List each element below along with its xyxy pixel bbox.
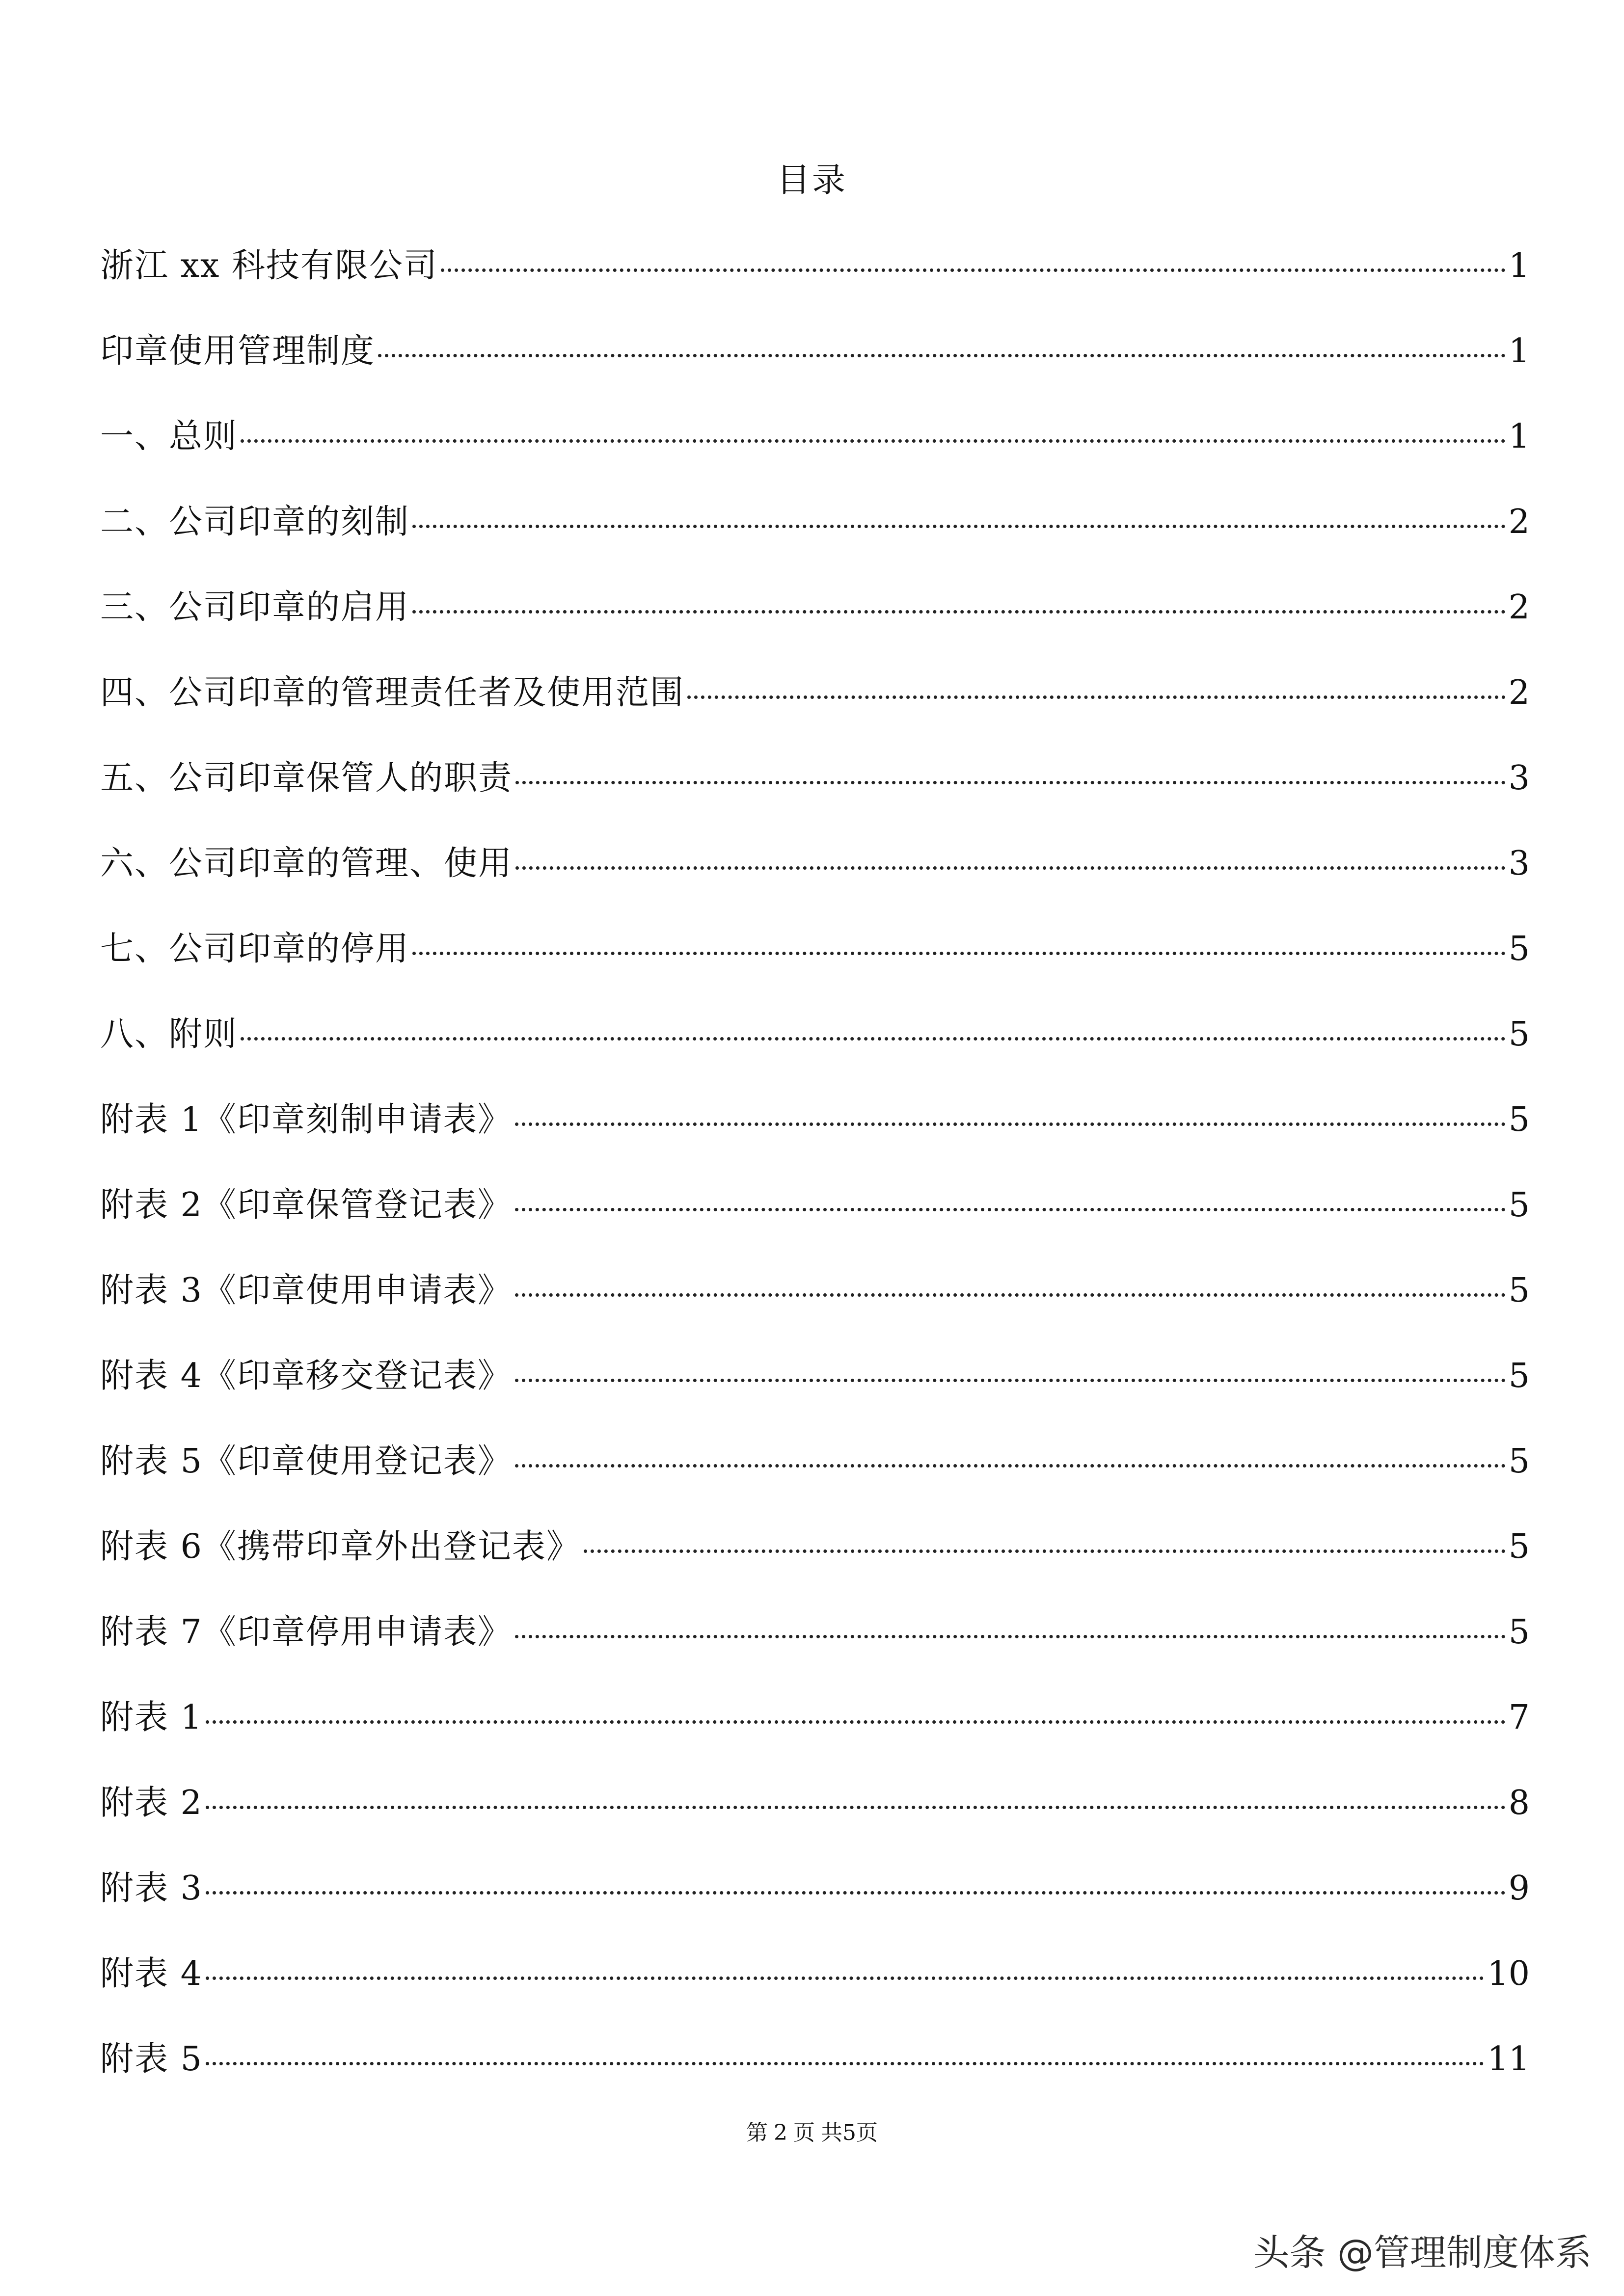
toc-entry-text: 附表 5	[100, 2040, 203, 2079]
toc-entry-page-number: 3	[1508, 844, 1530, 883]
toc-dot-leader	[206, 2062, 1485, 2065]
toc-list	[100, 241, 1530, 2120]
toc-entry-text: 附表 3《印章使用申请表》	[100, 1271, 512, 1310]
toc-entry-text: 浙江 xx 科技有限公司	[100, 246, 438, 285]
footer-total: 共5页	[821, 2120, 878, 2145]
toc-entry-text: 附表 6《携带印章外出登记表》	[100, 1527, 581, 1566]
toc-entry[interactable]	[100, 327, 1530, 412]
toc-entry-page-number: 5	[1508, 1100, 1530, 1139]
toc-entry[interactable]	[100, 498, 1530, 583]
toc-dot-leader	[584, 1549, 1506, 1553]
toc-entry-text: 附表 4	[100, 1954, 203, 1993]
toc-entry[interactable]	[100, 2035, 1530, 2120]
toc-entry-text: 附表 1《印章刻制申请表》	[100, 1100, 512, 1139]
toc-dot-leader	[515, 866, 1506, 870]
toc-entry-page-number: 5	[1508, 1186, 1530, 1225]
toc-dot-leader	[515, 1635, 1506, 1638]
toc-entry-text: 四、公司印章的管理责任者及使用范围	[100, 673, 685, 712]
toc-entry-page-number: 5	[1508, 930, 1530, 968]
toc-entry[interactable]	[100, 1095, 1530, 1181]
toc-entry[interactable]	[100, 1352, 1530, 1437]
toc-entry-page-number: 5	[1508, 1357, 1530, 1395]
toc-entry[interactable]	[100, 1437, 1530, 1522]
toc-entry-page-number: 2	[1508, 673, 1530, 712]
toc-entry-page-number: 7	[1508, 1698, 1530, 1737]
toc-entry-text: 八、附则	[100, 1015, 238, 1054]
toc-entry[interactable]	[100, 754, 1530, 839]
toc-entry[interactable]	[100, 1522, 1530, 1608]
toc-entry-text: 五、公司印章保管人的职责	[100, 759, 513, 798]
toc-title: 目录	[776, 161, 847, 200]
toc-dot-leader	[515, 781, 1506, 784]
toc-dot-leader	[515, 1122, 1506, 1126]
page-footer	[0, 2118, 1624, 2148]
toc-entry-text: 附表 3	[100, 1869, 203, 1908]
toc-entry-page-number: 5	[1508, 1271, 1530, 1310]
toc-entry-text: 六、公司印章的管理、使用	[100, 844, 513, 883]
toc-entry-page-number: 8	[1508, 1784, 1530, 1822]
toc-entry-text: 附表 4《印章移交登记表》	[100, 1357, 512, 1395]
toc-entry[interactable]	[100, 1949, 1530, 2035]
toc-entry[interactable]	[100, 1010, 1530, 1095]
toc-entry-text: 附表 2《印章保管登记表》	[100, 1186, 512, 1225]
toc-entry-text: 印章使用管理制度	[100, 332, 376, 371]
toc-entry[interactable]	[100, 1693, 1530, 1779]
toc-entry-page-number: 10	[1487, 1954, 1530, 1993]
toc-entry-text: 附表 5《印章使用登记表》	[100, 1442, 512, 1481]
toc-entry-page-number: 1	[1508, 246, 1530, 285]
toc-dot-leader	[206, 1891, 1506, 1895]
toc-entry-text: 附表 7《印章停用申请表》	[100, 1613, 512, 1652]
toc-entry-text: 三、公司印章的启用	[100, 588, 410, 627]
toc-entry[interactable]	[100, 839, 1530, 925]
toc-entry-text: 二、公司印章的刻制	[100, 503, 410, 541]
toc-entry-page-number: 1	[1508, 332, 1530, 371]
toc-dot-leader	[206, 1806, 1506, 1809]
toc-dot-leader	[412, 610, 1506, 614]
toc-entry[interactable]	[100, 241, 1530, 327]
toc-entry-page-number: 2	[1508, 503, 1530, 541]
toc-entry-page-number: 5	[1508, 1613, 1530, 1652]
toc-dot-leader	[441, 268, 1506, 272]
toc-entry[interactable]	[100, 1608, 1530, 1693]
toc-dot-leader	[378, 354, 1506, 357]
toc-dot-leader	[515, 1379, 1506, 1382]
toc-entry[interactable]	[100, 1266, 1530, 1352]
toc-dot-leader	[206, 1720, 1506, 1724]
toc-entry[interactable]	[100, 412, 1530, 498]
toc-entry-text: 附表 2	[100, 1784, 203, 1822]
toc-entry-text: 一、总则	[100, 417, 238, 456]
toc-entry-page-number: 11	[1487, 2040, 1530, 2079]
toc-entry[interactable]	[100, 925, 1530, 1010]
toc-entry[interactable]	[100, 583, 1530, 668]
toc-dot-leader	[515, 1208, 1506, 1211]
toc-entry[interactable]	[100, 668, 1530, 754]
toc-entry[interactable]	[100, 1181, 1530, 1266]
toc-entry-page-number: 5	[1508, 1442, 1530, 1481]
toc-entry[interactable]	[100, 1864, 1530, 1949]
toc-entry[interactable]	[100, 1779, 1530, 1864]
toc-dot-leader	[241, 439, 1506, 443]
toc-entry-page-number: 3	[1508, 759, 1530, 798]
footer-page-word: 页	[793, 2120, 815, 2145]
toc-dot-leader	[515, 1293, 1506, 1297]
toc-dot-leader	[687, 695, 1506, 699]
footer-prefix: 第	[746, 2120, 768, 2145]
toc-dot-leader	[206, 1976, 1485, 1980]
footer-current-page: 2	[774, 2120, 787, 2145]
toc-entry-text: 七、公司印章的停用	[100, 930, 410, 968]
toc-dot-leader	[412, 525, 1506, 528]
toc-dot-leader	[412, 952, 1506, 955]
toc-entry-page-number: 2	[1508, 588, 1530, 627]
toc-entry-page-number: 5	[1508, 1015, 1530, 1054]
toc-entry-page-number: 9	[1508, 1869, 1530, 1908]
toc-entry-page-number: 5	[1508, 1527, 1530, 1566]
toc-entry-text: 附表 1	[100, 1698, 203, 1737]
toc-dot-leader	[241, 1037, 1506, 1041]
watermark: 头条 @管理制度体系	[1253, 2232, 1592, 2274]
toc-entry-page-number: 1	[1508, 417, 1530, 456]
toc-dot-leader	[515, 1464, 1506, 1468]
